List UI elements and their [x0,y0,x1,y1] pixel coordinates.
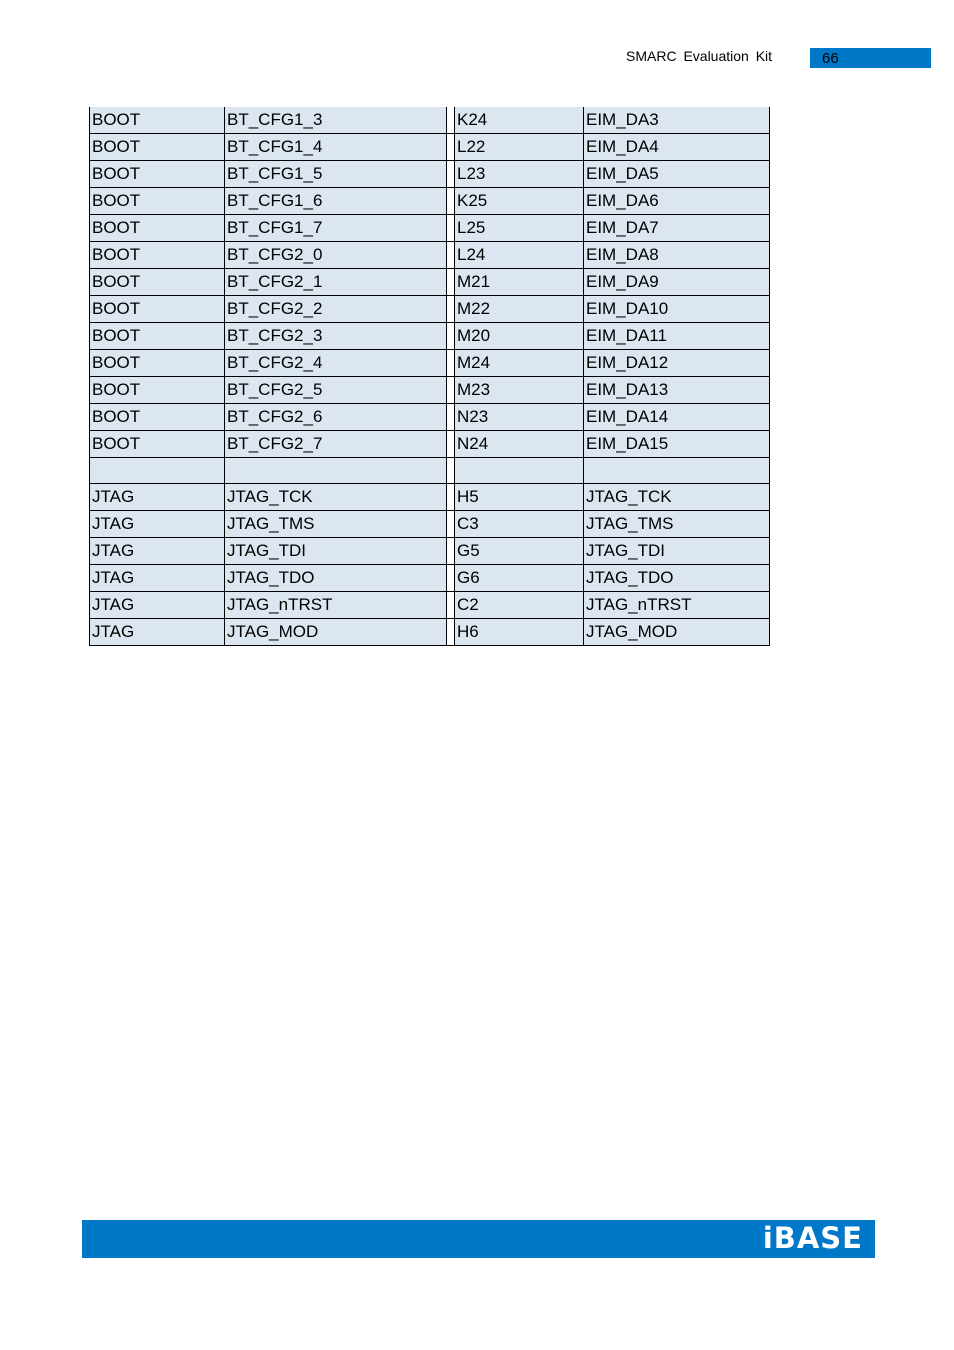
cpu-signal-cell: EIM_DA9 [584,269,770,296]
signal-cell: BT_CFG2_1 [225,269,447,296]
signal-cell: BT_CFG2_6 [225,404,447,431]
pin-cell: L22 [455,134,584,161]
signal-cell: JTAG_TCK [225,484,447,511]
signal-cell: BT_CFG1_3 [225,107,447,134]
cpu-signal-cell: EIM_DA15 [584,431,770,458]
column-gap [447,511,455,538]
pin-cell: G6 [455,565,584,592]
function-cell: BOOT [90,431,225,458]
column-gap [447,323,455,350]
table-row [90,619,770,646]
cpu-signal-cell: EIM_DA3 [584,107,770,134]
pin-cell: M21 [455,269,584,296]
cpu-signal-cell: EIM_DA11 [584,323,770,350]
column-gap [447,538,455,565]
pin-cell: M20 [455,323,584,350]
footer-bar [82,1220,875,1258]
function-cell: BOOT [90,350,225,377]
signal-cell: BT_CFG1_6 [225,188,447,215]
table-row [90,269,770,296]
pin-cell: M24 [455,350,584,377]
function-cell: BOOT [90,296,225,323]
table-row [90,350,770,377]
signal-cell: BT_CFG1_7 [225,215,447,242]
function-cell: JTAG [90,511,225,538]
function-cell: BOOT [90,188,225,215]
cpu-signal-cell: EIM_DA4 [584,134,770,161]
column-gap [447,350,455,377]
table-row [90,296,770,323]
column-gap [447,269,455,296]
function-cell: JTAG [90,565,225,592]
signal-cell: JTAG_TMS [225,511,447,538]
column-gap [447,484,455,511]
pin-cell: L23 [455,161,584,188]
column-gap [447,565,455,592]
ibase-logo: iBASE [762,1221,863,1255]
pin-cell [455,458,584,484]
pin-table-body [90,107,770,646]
signal-cell: JTAG_TDI [225,538,447,565]
table-row [90,161,770,188]
pin-cell: N24 [455,431,584,458]
signal-cell: BT_CFG2_5 [225,377,447,404]
signal-cell: BT_CFG1_5 [225,161,447,188]
column-gap [447,404,455,431]
signal-cell: BT_CFG2_4 [225,350,447,377]
pin-cell: K25 [455,188,584,215]
table-row [90,107,770,134]
page-number: 66 [822,50,839,67]
table-row [90,404,770,431]
function-cell: BOOT [90,215,225,242]
column-gap [447,215,455,242]
document-title: SMARC Evaluation Kit [626,48,773,64]
table-row [90,215,770,242]
cpu-signal-cell: EIM_DA10 [584,296,770,323]
cpu-signal-cell: JTAG_TCK [584,484,770,511]
signal-cell: JTAG_nTRST [225,592,447,619]
cpu-signal-cell: JTAG_nTRST [584,592,770,619]
function-cell: JTAG [90,484,225,511]
function-cell: BOOT [90,269,225,296]
pin-cell: L24 [455,242,584,269]
function-cell: BOOT [90,161,225,188]
table-row [90,538,770,565]
function-cell: JTAG [90,538,225,565]
pin-cell: K24 [455,107,584,134]
column-gap [447,592,455,619]
column-gap [447,134,455,161]
cpu-signal-cell: EIM_DA7 [584,215,770,242]
signal-cell: BT_CFG2_7 [225,431,447,458]
table-row [90,134,770,161]
cpu-signal-cell: EIM_DA8 [584,242,770,269]
function-cell: JTAG [90,619,225,646]
function-cell: BOOT [90,134,225,161]
pin-cell: M23 [455,377,584,404]
page-number-badge [810,48,931,68]
function-cell: BOOT [90,323,225,350]
table-row [90,323,770,350]
column-gap [447,431,455,458]
cpu-signal-cell: EIM_DA13 [584,377,770,404]
cpu-signal-cell: EIM_DA5 [584,161,770,188]
cpu-signal-cell: JTAG_TDI [584,538,770,565]
signal-cell [225,458,447,484]
function-cell: BOOT [90,242,225,269]
cpu-signal-cell [584,458,770,484]
column-gap [447,458,455,484]
column-gap [447,619,455,646]
column-gap [447,107,455,134]
table-row [90,511,770,538]
pin-cell: H6 [455,619,584,646]
pin-cell: N23 [455,404,584,431]
pin-table [89,107,770,646]
table-row [90,565,770,592]
table-row [90,484,770,511]
function-cell: JTAG [90,592,225,619]
column-gap [447,161,455,188]
cpu-signal-cell: EIM_DA12 [584,350,770,377]
cpu-signal-cell: JTAG_TDO [584,565,770,592]
table-row [90,592,770,619]
pin-cell: H5 [455,484,584,511]
function-cell: BOOT [90,377,225,404]
column-gap [447,296,455,323]
cpu-signal-cell: EIM_DA14 [584,404,770,431]
table-row [90,377,770,404]
column-gap [447,188,455,215]
table-row [90,431,770,458]
table-row [90,188,770,215]
cpu-signal-cell: JTAG_TMS [584,511,770,538]
signal-cell: JTAG_MOD [225,619,447,646]
signal-cell: BT_CFG1_4 [225,134,447,161]
pin-cell: C3 [455,511,584,538]
function-cell [90,458,225,484]
function-cell: BOOT [90,107,225,134]
signal-cell: BT_CFG2_2 [225,296,447,323]
function-cell: BOOT [90,404,225,431]
table-row [90,242,770,269]
column-gap [447,377,455,404]
table-row [90,458,770,484]
pin-cell: G5 [455,538,584,565]
cpu-signal-cell: EIM_DA6 [584,188,770,215]
pin-cell: C2 [455,592,584,619]
signal-cell: BT_CFG2_3 [225,323,447,350]
signal-cell: JTAG_TDO [225,565,447,592]
pin-cell: M22 [455,296,584,323]
pin-cell: L25 [455,215,584,242]
signal-cell: BT_CFG2_0 [225,242,447,269]
cpu-signal-cell: JTAG_MOD [584,619,770,646]
column-gap [447,242,455,269]
